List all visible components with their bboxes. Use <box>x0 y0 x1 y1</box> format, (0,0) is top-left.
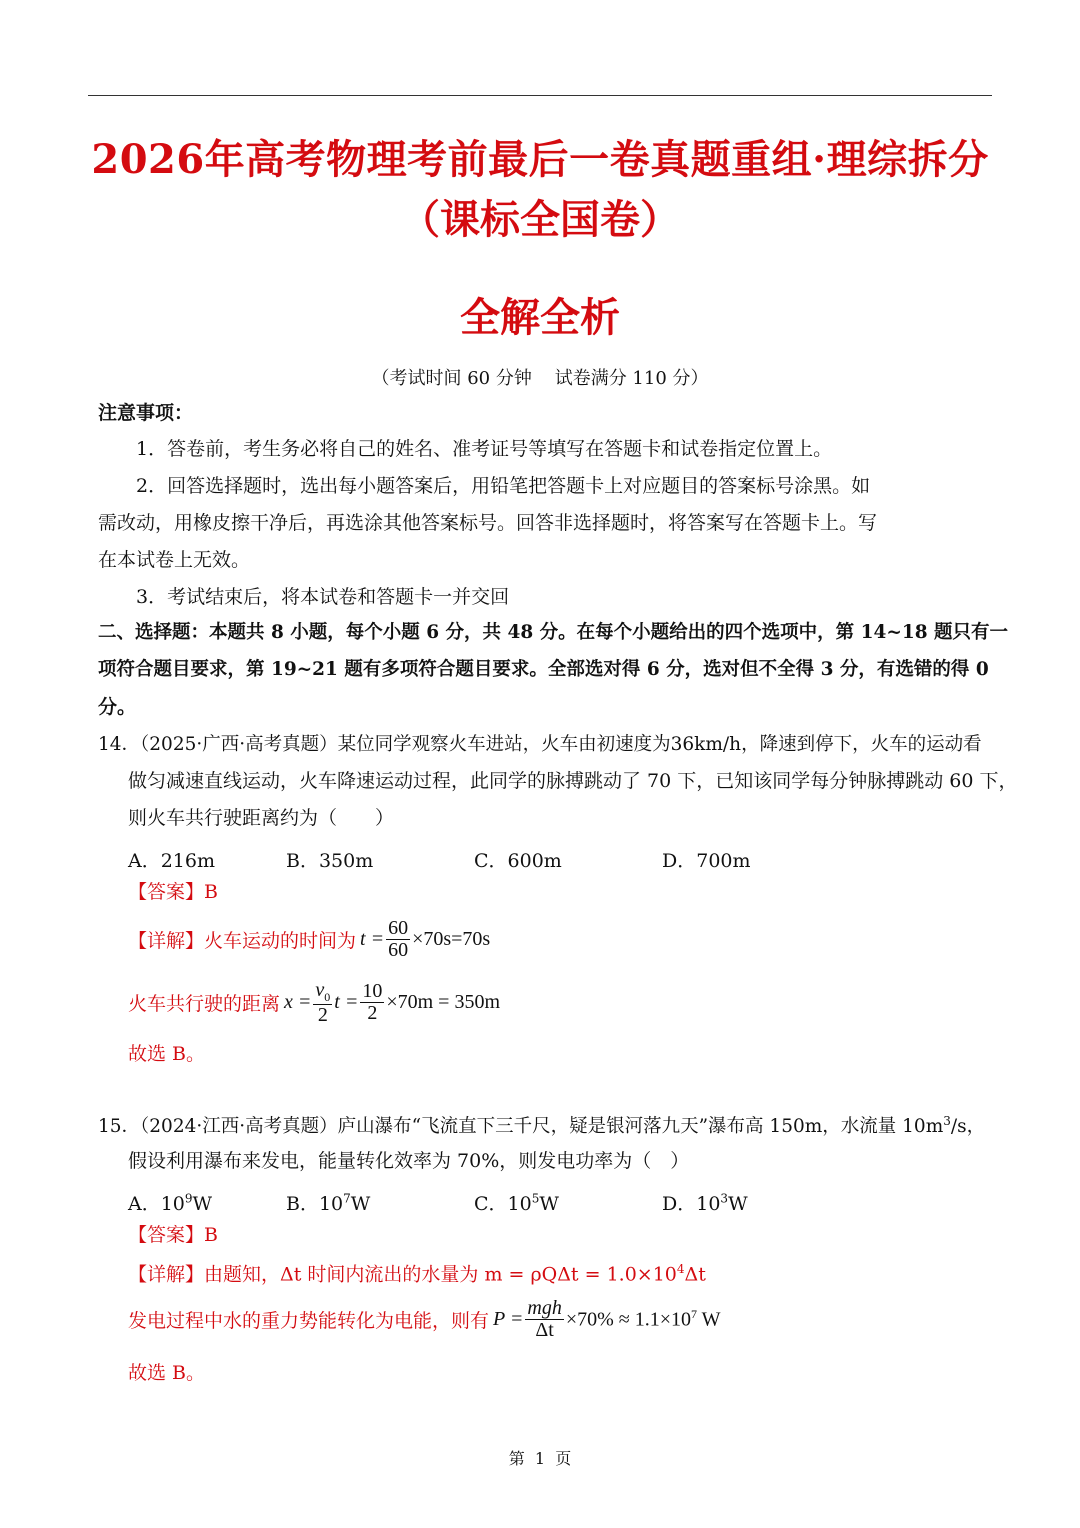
q15-detail-text-2: 发电过程中水的重力势能转化为电能，则有 <box>128 1310 490 1332</box>
q15-detail-tail: Δt <box>684 1263 706 1286</box>
q15-eq-numerator <box>525 1298 563 1320</box>
q14-answer: 【答案】B <box>128 881 218 903</box>
q15-eq-fraction <box>525 1298 563 1341</box>
q14-detail-equation-2 <box>128 980 500 1026</box>
q15-eq-lhs: P = <box>493 1308 524 1330</box>
q14-option-a: A．216m <box>128 850 216 872</box>
q15-detail-equation <box>128 1298 721 1341</box>
q14-eq2-lhs: x = <box>284 991 312 1014</box>
q15-option-b-base: B．10 <box>286 1193 344 1215</box>
q15-option-d-base: D．10 <box>662 1193 721 1215</box>
q15-eq-mgh: mgh <box>527 1297 562 1319</box>
document-subtitle: （课标全国卷） <box>400 196 680 243</box>
q15-answer: 【答案】B <box>128 1224 218 1246</box>
q14-option-c: C．600m <box>474 850 562 872</box>
q14-stem-line2: 做匀减速直线运动，火车降速运动过程，此同学的脉搏跳动了 70 下，已知该同学每分钟脉搏跳动 60 下， <box>128 770 1018 792</box>
q15-eq-rhs-text: ×70% ≈ 1.1×10 <box>565 1308 692 1331</box>
q14-eq2-fraction-2 <box>360 981 384 1024</box>
q14-eq2-rhs: ×70m = 350m <box>386 991 501 1014</box>
q14-eq1-numerator: 60 <box>388 917 409 939</box>
q14-eq1-denominator: 60 <box>388 939 409 961</box>
exam-info: （考试时间 60 分钟 试卷满分 110 分） <box>371 368 709 389</box>
q14-eq1-lhs: t = <box>360 928 385 950</box>
q15-stem-line1-sup: 3 <box>943 1114 951 1128</box>
q14-eq2-mid: t = <box>334 991 359 1014</box>
q15-option-b <box>286 1189 370 1216</box>
q15-option-b-unit: W <box>350 1193 371 1215</box>
q15-detail-text-1: 由题知，Δt 时间内流出的水量为 m = ρQΔt = 1.0×10 <box>204 1263 677 1286</box>
page-number: 第 1 页 <box>508 1449 572 1468</box>
q15-stem-line1-text: 15．（2024·江西·高考真题）庐山瀑布“飞流直下三千尺，疑是银河落九天”瀑布高 150m，水流量 10m <box>98 1116 944 1138</box>
q15-option-a <box>128 1189 212 1216</box>
q15-option-d-exp: 3 <box>720 1191 729 1206</box>
q15-option-c-unit: W <box>539 1193 559 1215</box>
q15-stem-line2: 假设利用瀑布来发电，能量转化效率为 70%，则发电功率为（ ） <box>128 1150 690 1172</box>
q14-eq1-rhs: ×70s=70s <box>412 928 491 950</box>
q14-detail-equation-1 <box>128 918 490 961</box>
q15-eq-sup: 7 <box>691 1307 698 1322</box>
q14-detail-text-2: 火车共行驶的距离 <box>128 993 281 1016</box>
q15-option-a-base: A．10 <box>128 1193 185 1215</box>
q14-option-d: D．700m <box>662 850 751 872</box>
notice-item-2-line3: 在本试卷上无效。 <box>98 549 251 571</box>
q15-detail-label: 【详解】 <box>128 1263 205 1286</box>
q14-eq2-v0: $v_0$ <box>315 979 331 1004</box>
section-instructions-line2: 项符合题目要求，第 19~21 题有多项符合题目要求。全部选对得 6 分，选对但不全得 3 分，有选错的得 0 <box>98 659 989 680</box>
q15-option-d <box>662 1189 748 1216</box>
q14-eq2-denominator-1: 2 <box>317 1003 328 1026</box>
q15-option-c-exp: 5 <box>531 1191 540 1206</box>
q14-option-b: B．350m <box>286 850 374 872</box>
q14-conclusion: 故选 B。 <box>128 1043 206 1065</box>
q15-stem-line1-tail: /s， <box>950 1116 986 1138</box>
q15-eq-rhs <box>566 1307 721 1332</box>
q15-option-c <box>474 1189 559 1216</box>
notice-item-2-line1: 2．回答选择题时，选出每小题答案后，用铅笔把答题卡上对应题目的答案标号涂黑。如 <box>136 475 871 497</box>
q15-stem-line1 <box>98 1115 985 1137</box>
header-rule <box>88 95 992 96</box>
q15-detail-line1 <box>128 1263 706 1284</box>
section-instructions-line1: 二、选择题：本题共 8 小题，每个小题 6 分，共 48 分。在每个小题给出的四个选项中，第 14~18 题只有一 <box>98 622 1009 643</box>
q14-stem-line1: 14．（2025·广西·高考真题）某位同学观察火车进站，火车由初速度为36km/h，降速到停下，火车的运动看 <box>98 734 982 755</box>
q15-conclusion: 故选 B。 <box>128 1362 206 1384</box>
notice-item-1: 1．答卷前，考生务必将自己的姓名、准考证号等填写在答题卡和试卷指定位置上。 <box>136 438 833 460</box>
q14-detail-text-1: 火车运动的时间为 <box>204 930 357 952</box>
q14-eq2-numerator-1 <box>313 980 332 1005</box>
q15-eq-denominator: Δt <box>535 1319 554 1341</box>
q15-detail-sup: 4 <box>676 1262 685 1276</box>
notice-item-2-line2: 需改动，用橡皮擦干净后，再选涂其他答案标号。回答非选择题时，将答案写在答题卡上。写 <box>98 512 878 534</box>
q15-eq-unit: W <box>697 1308 721 1331</box>
document-title: 2026年高考物理考前最后一卷真题重组·理综拆分 <box>91 136 989 183</box>
q15-option-d-unit: W <box>728 1193 748 1215</box>
q14-eq2-numerator-2: 10 <box>362 980 383 1003</box>
q14-eq1-fraction <box>386 918 410 961</box>
q14-detail-label: 【详解】 <box>128 930 205 952</box>
q15-option-a-unit: W <box>192 1193 213 1215</box>
q14-stem-line3: 则火车共行驶距离约为（ ） <box>128 807 395 829</box>
q15-option-b-exp: 7 <box>343 1191 351 1206</box>
q14-eq2-fraction-1 <box>313 980 332 1026</box>
notice-item-3: 3．考试结束后，将本试卷和答题卡一并交回 <box>136 586 510 608</box>
q15-option-a-exp: 9 <box>184 1191 193 1206</box>
q15-option-c-base: C．10 <box>474 1193 532 1215</box>
q14-eq2-denominator-2: 2 <box>367 1002 378 1025</box>
document-heading: 全解全析 <box>460 294 620 341</box>
section-instructions-line3: 分。 <box>98 696 137 718</box>
notice-heading: 注意事项： <box>98 402 194 424</box>
